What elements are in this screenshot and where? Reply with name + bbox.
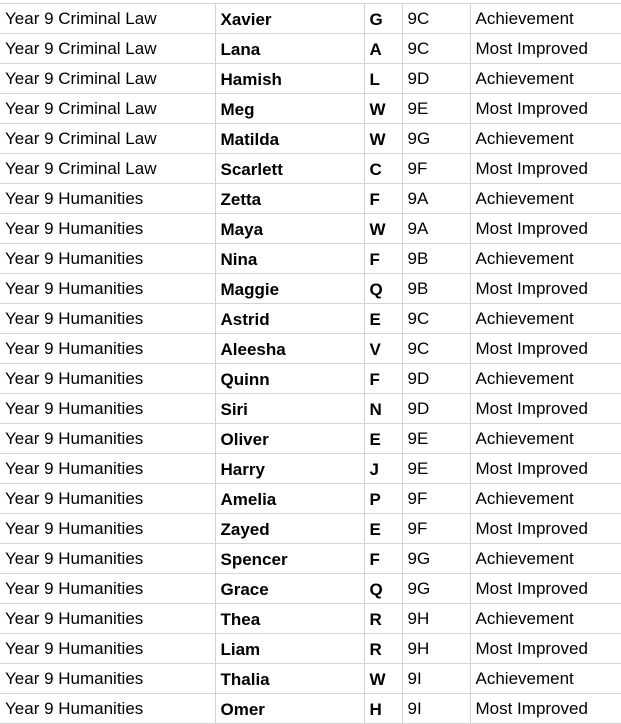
- student-name-cell[interactable]: Xavier: [215, 4, 364, 34]
- table-row: [0, 454, 621, 484]
- award-cell[interactable]: Most Improved: [470, 154, 621, 184]
- course-cell[interactable]: Year 9 Criminal Law: [0, 34, 215, 64]
- course-cell[interactable]: Year 9 Humanities: [0, 214, 215, 244]
- surname-initial-cell[interactable]: G: [364, 4, 402, 34]
- class-cell[interactable]: 9C: [402, 334, 470, 364]
- table-row: [0, 574, 621, 604]
- surname-initial-cell[interactable]: A: [364, 34, 402, 64]
- course-cell[interactable]: Year 9 Humanities: [0, 544, 215, 574]
- student-name-cell[interactable]: Thea: [215, 604, 364, 634]
- award-cell[interactable]: Most Improved: [470, 274, 621, 304]
- student-name-cell[interactable]: Hamish: [215, 64, 364, 94]
- course-cell[interactable]: Year 9 Criminal Law: [0, 64, 215, 94]
- surname-initial-cell[interactable]: F: [364, 244, 402, 274]
- table-row: [0, 124, 621, 154]
- course-cell[interactable]: Year 9 Criminal Law: [0, 154, 215, 184]
- surname-initial-cell[interactable]: W: [364, 214, 402, 244]
- table-row: [0, 184, 621, 214]
- surname-initial-cell[interactable]: F: [364, 364, 402, 394]
- award-cell[interactable]: Most Improved: [470, 394, 621, 424]
- table-row: [0, 394, 621, 424]
- table-row: [0, 244, 621, 274]
- table-row: [0, 94, 621, 124]
- student-name-cell[interactable]: Zayed: [215, 514, 364, 544]
- student-name-cell[interactable]: Scarlett: [215, 154, 364, 184]
- table-row: [0, 4, 621, 34]
- student-name-cell[interactable]: Liam: [215, 634, 364, 664]
- student-name-cell[interactable]: Maya: [215, 214, 364, 244]
- table-row: [0, 484, 621, 514]
- student-name-cell[interactable]: Thalia: [215, 664, 364, 694]
- table-row: [0, 634, 621, 664]
- surname-initial-cell[interactable]: C: [364, 154, 402, 184]
- student-name-cell[interactable]: Amelia: [215, 484, 364, 514]
- student-name-cell[interactable]: Maggie: [215, 274, 364, 304]
- table-row: [0, 694, 621, 724]
- class-cell[interactable]: 9G: [402, 574, 470, 604]
- class-cell[interactable]: 9G: [402, 544, 470, 574]
- course-cell[interactable]: Year 9 Humanities: [0, 514, 215, 544]
- class-cell[interactable]: 9C: [402, 4, 470, 34]
- course-cell[interactable]: Year 9 Humanities: [0, 424, 215, 454]
- course-cell[interactable]: Year 9 Humanities: [0, 604, 215, 634]
- course-cell[interactable]: Year 9 Criminal Law: [0, 94, 215, 124]
- class-cell[interactable]: 9I: [402, 664, 470, 694]
- award-cell[interactable]: Most Improved: [470, 634, 621, 664]
- surname-initial-cell[interactable]: N: [364, 394, 402, 424]
- course-cell[interactable]: Year 9 Humanities: [0, 634, 215, 664]
- class-cell[interactable]: 9E: [402, 424, 470, 454]
- student-name-cell[interactable]: Matilda: [215, 124, 364, 154]
- surname-initial-cell[interactable]: R: [364, 604, 402, 634]
- student-name-cell[interactable]: Siri: [215, 394, 364, 424]
- class-cell[interactable]: 9B: [402, 244, 470, 274]
- class-cell[interactable]: 9A: [402, 214, 470, 244]
- surname-initial-cell[interactable]: F: [364, 544, 402, 574]
- spreadsheet-body: [0, 4, 621, 724]
- table-row: [0, 514, 621, 544]
- course-cell[interactable]: Year 9 Humanities: [0, 454, 215, 484]
- student-name-cell[interactable]: Quinn: [215, 364, 364, 394]
- course-cell[interactable]: Year 9 Humanities: [0, 394, 215, 424]
- class-cell[interactable]: 9D: [402, 364, 470, 394]
- student-name-cell[interactable]: Omer: [215, 694, 364, 724]
- table-row: [0, 364, 621, 394]
- class-cell[interactable]: 9H: [402, 604, 470, 634]
- table-row: [0, 154, 621, 184]
- award-cell[interactable]: Achievement: [470, 124, 621, 154]
- course-cell[interactable]: Year 9 Humanities: [0, 364, 215, 394]
- class-cell[interactable]: 9C: [402, 304, 470, 334]
- surname-initial-cell[interactable]: E: [364, 424, 402, 454]
- award-cell[interactable]: Achievement: [470, 244, 621, 274]
- award-cell[interactable]: Achievement: [470, 424, 621, 454]
- award-cell[interactable]: Most Improved: [470, 34, 621, 64]
- student-name-cell[interactable]: Astrid: [215, 304, 364, 334]
- class-cell[interactable]: 9C: [402, 34, 470, 64]
- student-name-cell[interactable]: Meg: [215, 94, 364, 124]
- spreadsheet-grid: [0, 3, 621, 724]
- student-name-cell[interactable]: Oliver: [215, 424, 364, 454]
- award-cell[interactable]: Achievement: [470, 304, 621, 334]
- class-cell[interactable]: 9H: [402, 634, 470, 664]
- surname-initial-cell[interactable]: H: [364, 694, 402, 724]
- surname-initial-cell[interactable]: Q: [364, 274, 402, 304]
- class-cell[interactable]: 9E: [402, 454, 470, 484]
- award-cell[interactable]: Most Improved: [470, 574, 621, 604]
- class-cell[interactable]: 9I: [402, 694, 470, 724]
- course-cell[interactable]: Year 9 Humanities: [0, 244, 215, 274]
- surname-initial-cell[interactable]: R: [364, 634, 402, 664]
- student-name-cell[interactable]: Aleesha: [215, 334, 364, 364]
- award-cell[interactable]: Most Improved: [470, 214, 621, 244]
- surname-initial-cell[interactable]: J: [364, 454, 402, 484]
- award-cell[interactable]: Most Improved: [470, 694, 621, 724]
- surname-initial-cell[interactable]: W: [364, 664, 402, 694]
- course-cell[interactable]: Year 9 Humanities: [0, 664, 215, 694]
- course-cell[interactable]: Year 9 Humanities: [0, 694, 215, 724]
- course-cell[interactable]: Year 9 Humanities: [0, 184, 215, 214]
- class-cell[interactable]: 9F: [402, 484, 470, 514]
- surname-initial-cell[interactable]: W: [364, 94, 402, 124]
- award-cell[interactable]: Achievement: [470, 64, 621, 94]
- award-cell[interactable]: Achievement: [470, 544, 621, 574]
- course-cell[interactable]: Year 9 Humanities: [0, 484, 215, 514]
- surname-initial-cell[interactable]: P: [364, 484, 402, 514]
- student-name-cell[interactable]: Nina: [215, 244, 364, 274]
- student-name-cell[interactable]: Grace: [215, 574, 364, 604]
- surname-initial-cell[interactable]: E: [364, 304, 402, 334]
- surname-initial-cell[interactable]: Q: [364, 574, 402, 604]
- award-cell[interactable]: Most Improved: [470, 514, 621, 544]
- student-name-cell[interactable]: Zetta: [215, 184, 364, 214]
- table-row: [0, 64, 621, 94]
- table-row: [0, 424, 621, 454]
- class-cell[interactable]: 9D: [402, 394, 470, 424]
- award-cell[interactable]: Most Improved: [470, 334, 621, 364]
- table-row: [0, 214, 621, 244]
- table-row: [0, 274, 621, 304]
- award-cell[interactable]: Achievement: [470, 604, 621, 634]
- course-cell[interactable]: Year 9 Humanities: [0, 574, 215, 604]
- surname-initial-cell[interactable]: W: [364, 124, 402, 154]
- table-row: [0, 304, 621, 334]
- table-row: [0, 34, 621, 64]
- award-cell[interactable]: Achievement: [470, 184, 621, 214]
- table-row: [0, 334, 621, 364]
- surname-initial-cell[interactable]: F: [364, 184, 402, 214]
- surname-initial-cell[interactable]: L: [364, 64, 402, 94]
- surname-initial-cell[interactable]: E: [364, 514, 402, 544]
- award-cell[interactable]: Most Improved: [470, 94, 621, 124]
- course-cell[interactable]: Year 9 Humanities: [0, 304, 215, 334]
- course-cell[interactable]: Year 9 Humanities: [0, 274, 215, 304]
- award-cell[interactable]: Most Improved: [470, 454, 621, 484]
- award-cell[interactable]: Achievement: [470, 484, 621, 514]
- class-cell[interactable]: 9G: [402, 124, 470, 154]
- award-cell[interactable]: Achievement: [470, 664, 621, 694]
- student-name-cell[interactable]: Lana: [215, 34, 364, 64]
- award-cell[interactable]: Achievement: [470, 4, 621, 34]
- table-row: [0, 664, 621, 694]
- course-cell[interactable]: Year 9 Humanities: [0, 334, 215, 364]
- class-cell[interactable]: 9D: [402, 64, 470, 94]
- class-cell[interactable]: 9F: [402, 514, 470, 544]
- class-cell[interactable]: 9B: [402, 274, 470, 304]
- course-cell[interactable]: Year 9 Criminal Law: [0, 4, 215, 34]
- class-cell[interactable]: 9A: [402, 184, 470, 214]
- course-cell[interactable]: Year 9 Criminal Law: [0, 124, 215, 154]
- award-cell[interactable]: Achievement: [470, 364, 621, 394]
- student-name-cell[interactable]: Spencer: [215, 544, 364, 574]
- table-row: [0, 544, 621, 574]
- class-cell[interactable]: 9E: [402, 94, 470, 124]
- table-row: [0, 604, 621, 634]
- surname-initial-cell[interactable]: V: [364, 334, 402, 364]
- student-name-cell[interactable]: Harry: [215, 454, 364, 484]
- class-cell[interactable]: 9F: [402, 154, 470, 184]
